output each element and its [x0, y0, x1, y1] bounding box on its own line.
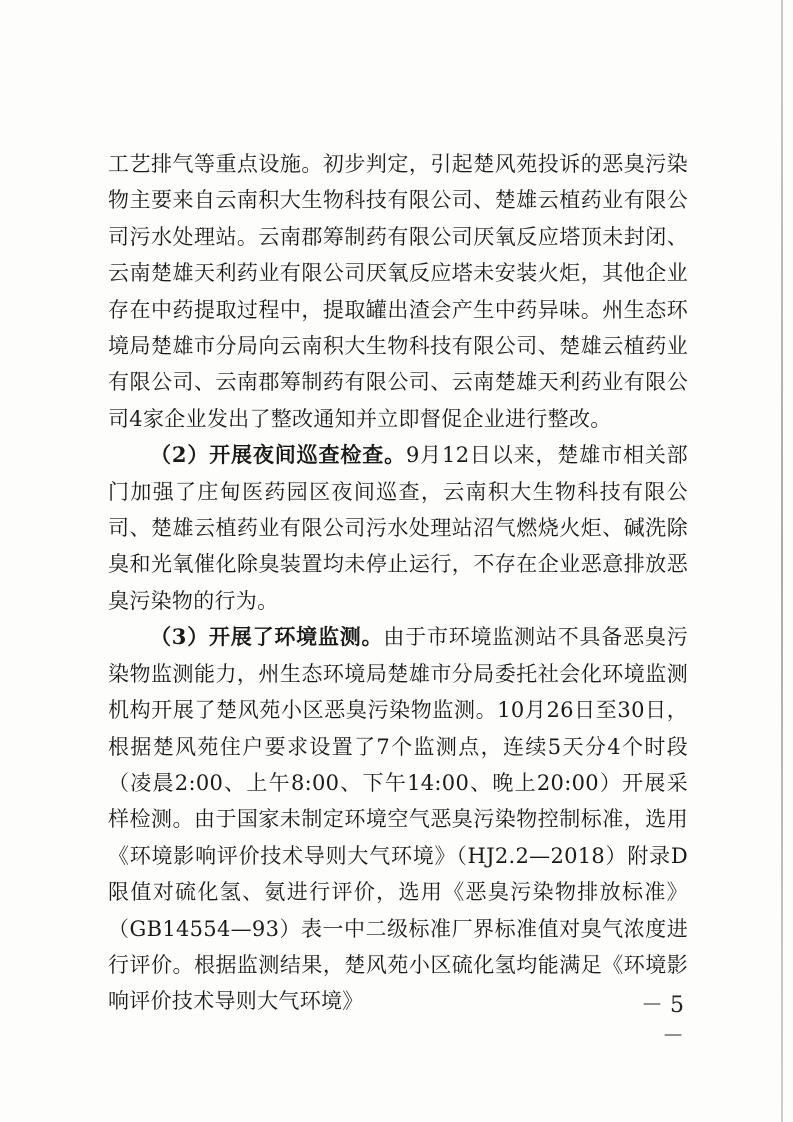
paragraph-3-text: 由于市环境监测站不具备恶臭污染物监测能力，州生态环境局楚雄市分局委托社会化环境监测机构开展了楚风苑小区恶臭污染物监测。10月26日至30日，根据楚风苑住户要求设置了7个监测点，连续5天分4个时段（凌晨2:00、上午8:00、下午14:00、晚上20:00）开展采样检测。由于国家未制定环境空气恶臭污染物控制标准，选用《环境影响评价技术导则大气环境》（HJ2.2—2018）附录D限值对硫化氢、氨进行评价，选用《恶臭污染物排放标准》（GB14554—93）表一中二级标准厂界标准值对臭气浓度进行评价。根据监测结果，楚风苑小区硫化氢均能满足《环境影响评价技术导则大气环境》 [108, 625, 688, 1014]
paragraph-3-heading: （3）开展了环境监测。 [150, 624, 384, 650]
page-edge-shadow [781, 0, 783, 1122]
paragraph-1-text: 工艺排气等重点设施。初步判定，引起楚风苑投诉的恶臭污染物主要来自云南积大生物科技有限公司、楚雄云植药业有限公司污水处理站。云南郡筹制药有限公司厌氧反应塔顶未封闭、云南楚雄天利药业有限公司厌氧反应塔未安装火炬，其他企业存在中药提取过程中，提取罐出渣会产生中药异味。州生态环境局楚雄市分局向云南积大生物科技有限公司、楚雄云植药业有限公司、云南郡筹制药有限公司、云南楚雄天利药业有限公司4家企业发出了整改通知并立即督促企业进行整改。 [108, 152, 688, 431]
page-number: － 5 － [641, 993, 684, 1049]
paragraph-1 [108, 146, 688, 437]
paragraph-2-text: 9月12日以来，楚雄市相关部门加强了庄甸医药园区夜间巡查，云南积大生物科技有限公司、楚雄云植药业有限公司污水处理站沼气燃烧火炬、碱洗除臭和光氧催化除臭装置均未停止运行，不存在企业恶意排放恶臭污染物的行为。 [108, 443, 688, 613]
paragraph-3 [108, 619, 688, 1019]
paragraph-2 [108, 437, 688, 619]
document-body [108, 146, 688, 1020]
paragraph-2-heading: （2）开展夜间巡查检查。 [150, 442, 406, 468]
